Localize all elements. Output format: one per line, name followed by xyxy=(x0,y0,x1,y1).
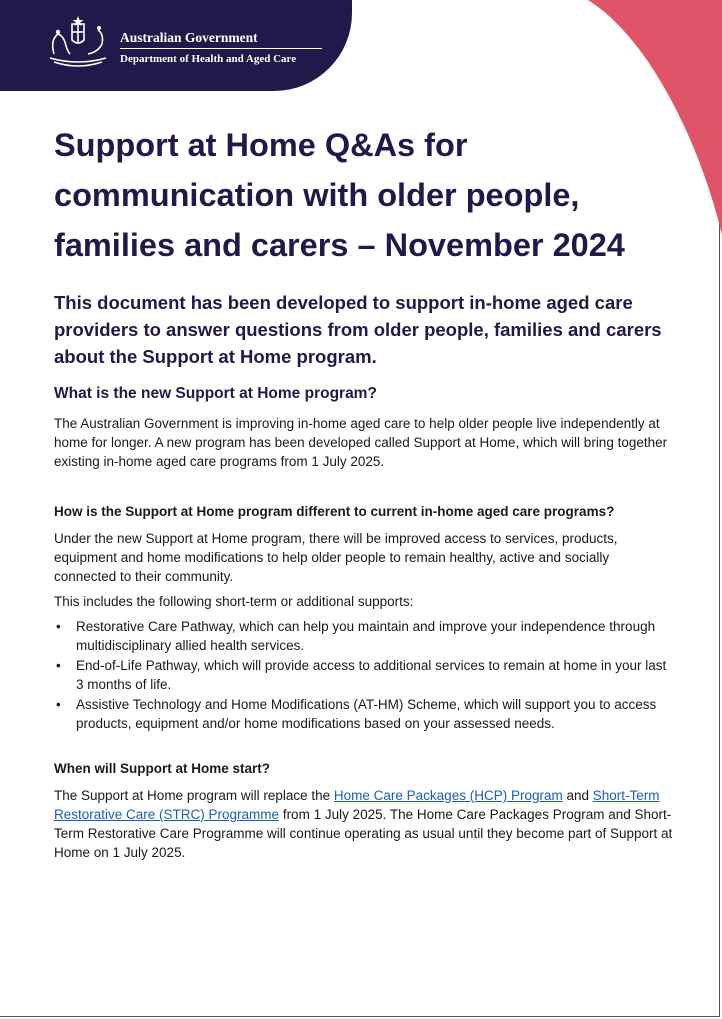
coat-of-arms-icon xyxy=(44,16,112,68)
lead-paragraph: This document has been developed to support in-home aged care providers to answer questions from older people, families and carers about the Support at Home program. xyxy=(54,292,662,367)
list-item: • Restorative Care Pathway, which can help you maintain and improve your independence through multidisciplinary allied health services. xyxy=(76,617,674,655)
list-item: • Assistive Technology and Home Modifications (AT-HM) Scheme, which will support you to access products, equipment and/or home modifications based on your assessed needs. xyxy=(76,695,674,733)
section-different-body: Under the new Support at Home program, there will be improved access to services, products, equipment and home modifications to help older people to remain healthy, active and socially connected to their community. xyxy=(54,531,618,584)
hcp-program-link[interactable]: Home Care Packages (HCP) Program xyxy=(333,788,563,803)
government-title: Australian Government xyxy=(120,30,258,45)
banner-divider xyxy=(120,48,322,49)
strc-programme-link[interactable]: Short-Term Restorative Care (STRC) Programme xyxy=(54,788,660,822)
department-name: Department of Health and Aged Care xyxy=(120,53,297,65)
section-different-intro: This includes the following short-term or additional supports: xyxy=(54,594,414,609)
government-banner xyxy=(0,0,352,91)
list-item: • End-of-Life Pathway, which will provide access to additional services to remain at home in your last 3 months of life. xyxy=(76,656,674,694)
section-what-body: The Australian Government is improving in-home aged care to help older people live independently at home for longer. A new program has been developed called Support at Home, which will bring together existing in-home aged care programs from 1 July 2025. xyxy=(54,416,668,469)
section-heading-when: When will Support at Home start? xyxy=(54,761,271,776)
document-body xyxy=(54,120,674,862)
section-when-body: The Support at Home program will replace the Home Care Packages (HCP) Program and Short-Term Restorative Care (STRC) Programme from 1 July 2025. The Home Care Packages Program and Short-Term Restorative Care Programme will continue operating as usual until they become part of Support at Home on 1 July 2025. xyxy=(54,788,673,860)
page-title: Support at Home Q&As for communication with older people, families and carers – November 2024 xyxy=(54,127,625,263)
section-heading-different: How is the Support at Home program different to current in-home aged care programs? xyxy=(54,504,615,519)
supports-list xyxy=(54,617,674,733)
section-heading-what: What is the new Support at Home program? xyxy=(54,385,377,402)
